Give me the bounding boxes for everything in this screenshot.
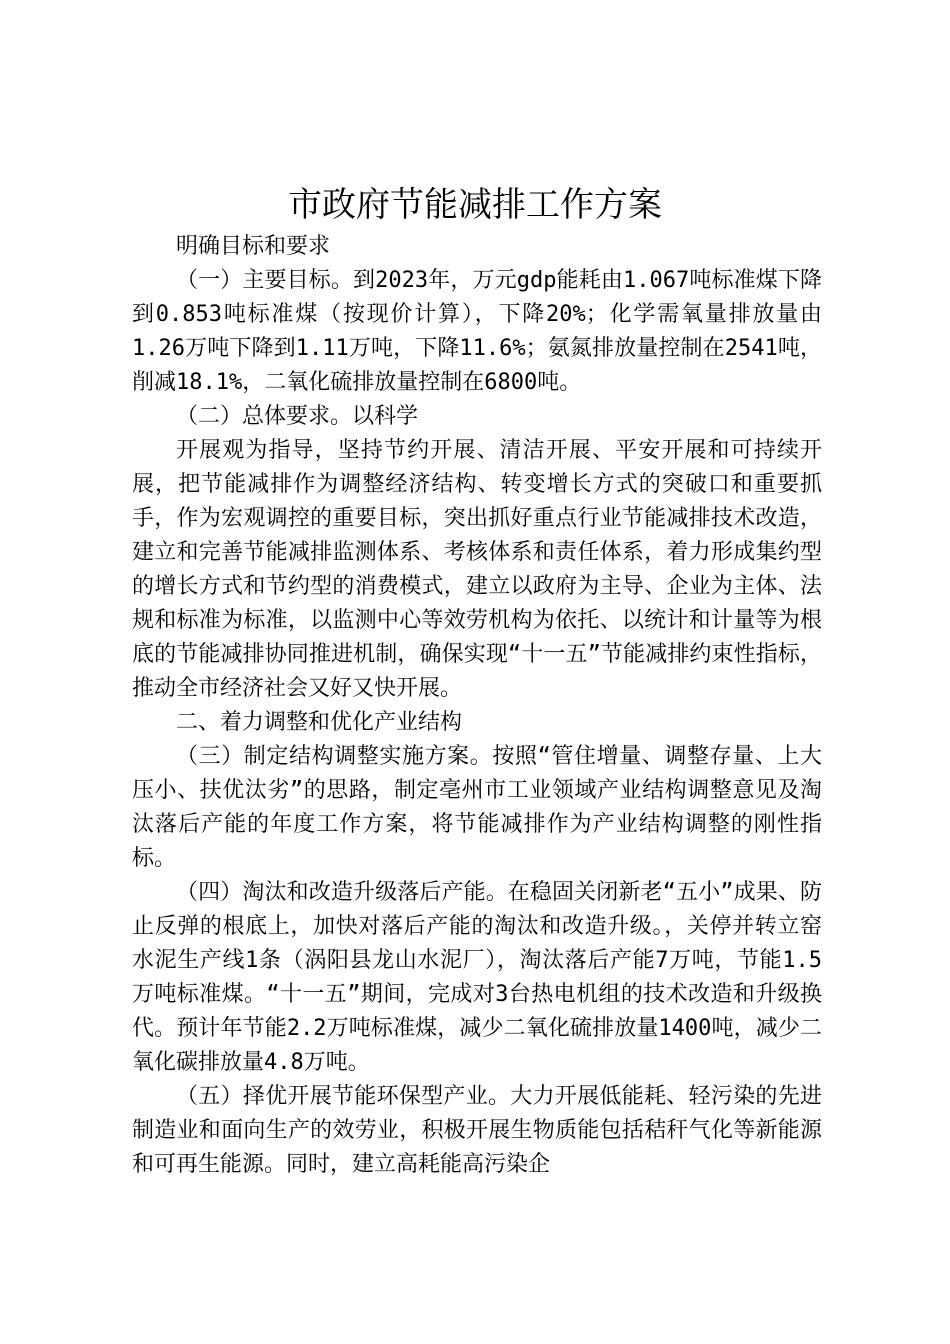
document-body — [132, 230, 822, 1182]
section-heading-goals: 明确目标和要求 — [176, 234, 331, 259]
paragraph-development-concept: 开展观为指导，坚持节约开展、清洁开展、平安开展和可持续开展，把节能减排作为调整经济结构、转变增长方式的突破口和重要抓手，作为宏观调控的重要目标，突出抓好重点行业节能减排技术改造，建立和完善节能减排监测体系、考核体系和责任体系，着力形成集约型的增长方式和节约型的消费模式，建立以政府为主导、企业为主体、法规和标准为标准，以监测中心等效劳机构为依托、以统计和计量等为根底的节能减排协同推进机制，确保实现“十一五”节能减排约束性指标，推动全市经济社会又好又快开展。 — [132, 438, 822, 701]
section-heading-industry-structure: 二、着力调整和优化产业结构 — [176, 710, 463, 735]
document-title: 市政府节能减排工作方案 — [288, 185, 662, 225]
paragraph-main-goals: （一）主要目标。到2023年，万元gdp能耗由1.067吨标准煤下降到0.853吨标准煤（按现价计算），下降20%；化学需氧量排放量由1.26万吨下降到1.11万吨，下降11.6%；氨氮排放量控制在2541吨，削减18.1%，二氧化硫排放量控制在6800吨。 — [132, 268, 822, 395]
paragraph-green-industry: （五）择优开展节能环保型产业。大力开展低能耗、轻污染的先进制造业和面向生产的效劳业，积极开展生物质能包括秸秆气化等新能源和可再生能源。同时，建立高耗能高污染企 — [132, 1084, 822, 1177]
paragraph-overall-requirements: （二）总体要求。以科学 — [176, 404, 419, 429]
paragraph-eliminate-capacity: （四）淘汰和改造升级落后产能。在稳固关闭新老“五小”成果、防止反弹的根底上，加快对落后产能的淘汰和改造升级。，关停并转立窑水泥生产线1条（涡阳县龙山水泥厂），淘汰落后产能7万吨，节能1.5万吨标准煤。“十一五”期间，完成对3台热电机组的技术改造和升级换代。预计年节能2.2万吨标准煤，减少二氧化硫排放量1400吨，减少二氧化碳排放量4.8万吨。 — [132, 880, 822, 1075]
paragraph-structure-plan: （三）制定结构调整实施方案。按照“管住增量、调整存量、上大压小、扶优汰劣”的思路，制定亳州市工业领域产业结构调整意见及淘汰落后产能的年度工作方案，将节能减排作为产业结构调整的刚性指标。 — [132, 744, 822, 871]
